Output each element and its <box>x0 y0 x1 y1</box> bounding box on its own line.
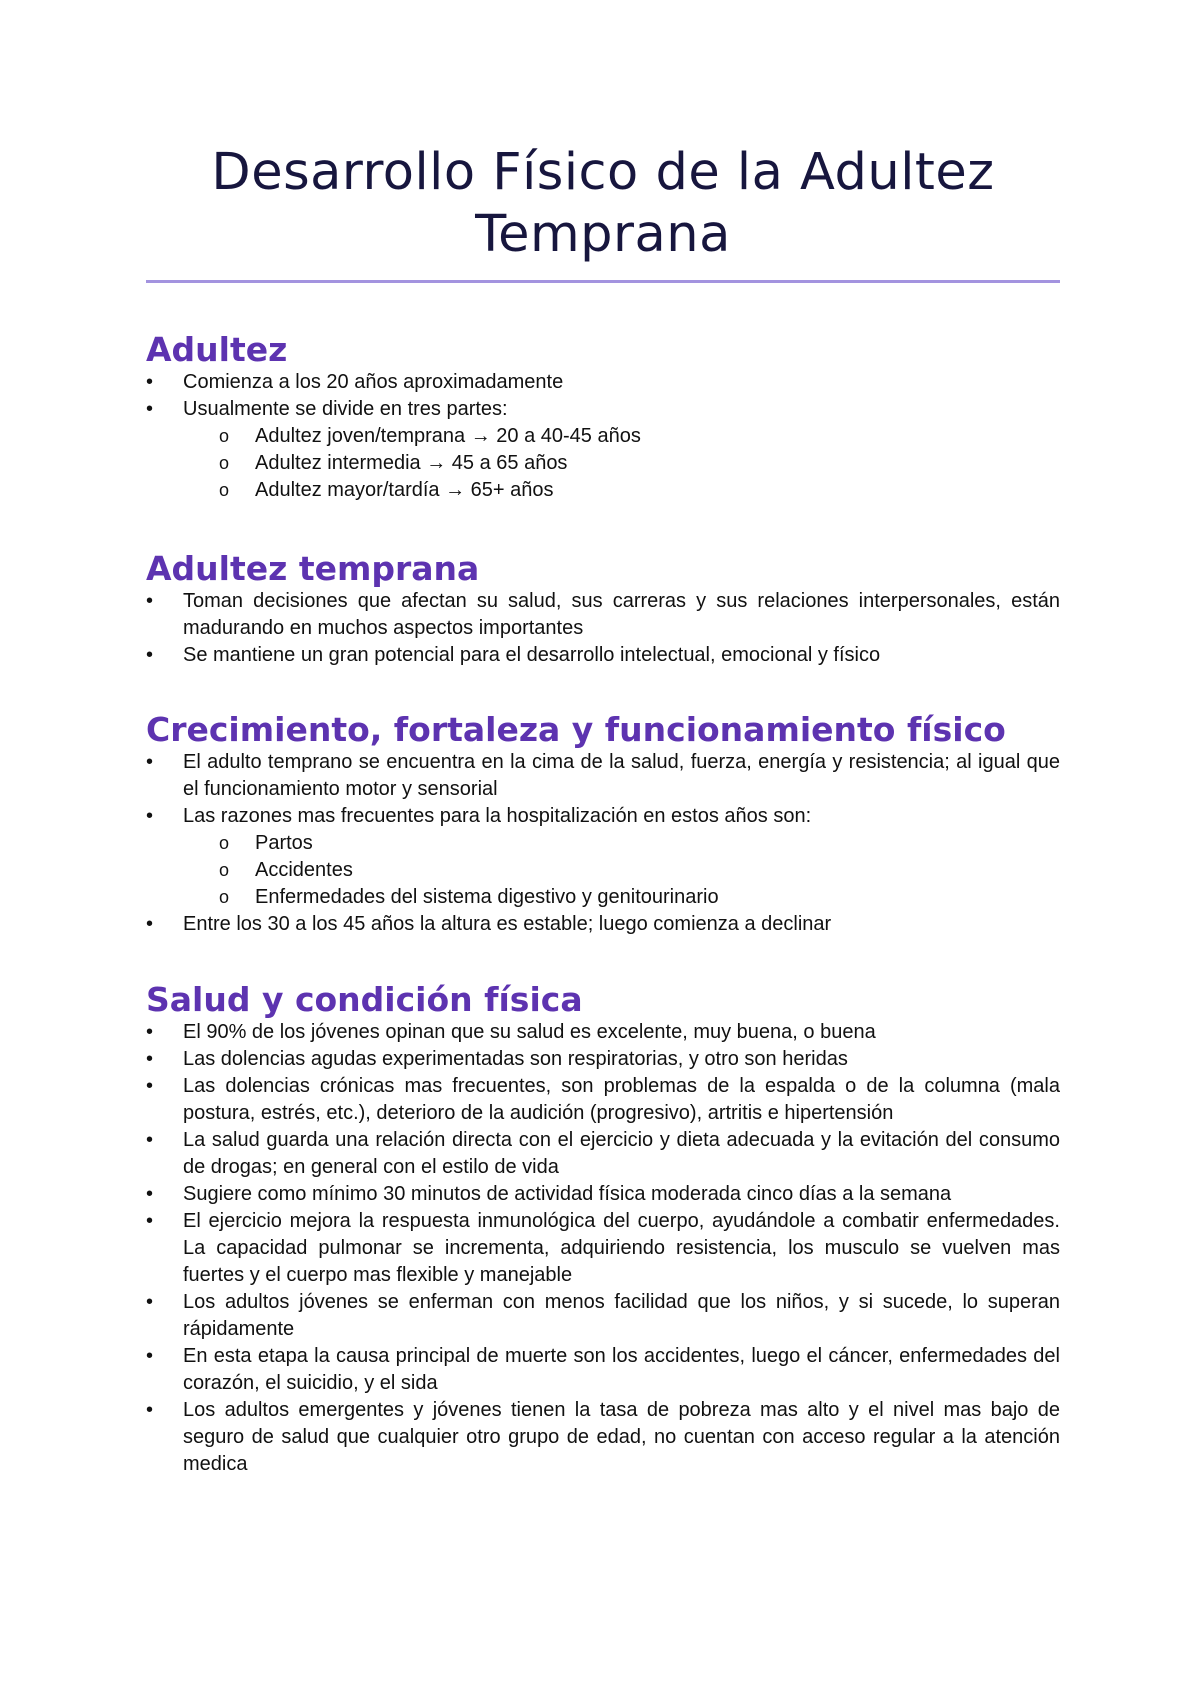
section-heading-adultez: Adultez <box>146 330 288 369</box>
bullet-item: • Las razones mas frecuentes para la hospitalización en estos años son: <box>146 803 1060 830</box>
arrow-right-icon: → <box>470 425 491 447</box>
arrow-right-icon: → <box>445 479 466 501</box>
bullet-item: • Usualmente se divide en tres partes: <box>146 396 1060 423</box>
bullet-item: • Las dolencias agudas experimentadas son respiratorias, y otro son heridas <box>146 1046 1060 1073</box>
sub-bullet-item <box>146 450 1060 477</box>
bullet-item: • La salud guarda una relación directa con el ejercicio y dieta adecuada y la evitación del consumo de drogas; en general con el estilo de vida <box>146 1127 1060 1181</box>
bullet-item: • Los adultos emergentes y jóvenes tienen la tasa de pobreza mas alto y el nivel mas bajo de seguro de salud que cualquier otro grupo de edad, no cuentan con acceso regular a la atención medica <box>146 1397 1060 1478</box>
bullet-item: • Sugiere como mínimo 30 minutos de actividad física moderada cinco días a la semana <box>146 1181 1060 1208</box>
stage-range: 65+ años <box>470 479 554 501</box>
bullet-list-crecimiento <box>146 749 1060 938</box>
bullet-item: • Las dolencias crónicas mas frecuentes, son problemas de la espalda o de la columna (mala postura, estrés, etc.), deterioro de la audición (progresivo), artritis e hipertensión <box>146 1073 1060 1127</box>
sub-bullet-item: o Accidentes <box>146 857 1060 884</box>
stage-label: Adultez joven/temprana <box>255 425 466 447</box>
stage-range: 20 a 40-45 años <box>496 425 641 447</box>
bullet-item: • El adulto temprano se encuentra en la cima de la salud, fuerza, energía y resistencia; al igual que el funcionamiento motor y sensorial <box>146 749 1060 803</box>
bullet-item: • Se mantiene un gran potencial para el desarrollo intelectual, emocional y físico <box>146 642 1060 669</box>
bullet-item: • Comienza a los 20 años aproximadamente <box>146 369 1060 396</box>
section-heading-salud: Salud y condición física <box>146 980 583 1019</box>
document-title: Desarrollo Físico de la Adultez Temprana <box>211 143 995 264</box>
sub-bullet-item <box>146 477 1060 504</box>
sub-bullet-item <box>146 423 1060 450</box>
stage-label: Adultez mayor/tardía <box>255 479 440 501</box>
arrow-right-icon: → <box>426 452 447 474</box>
bullet-list-adultez-temprana <box>146 588 1060 669</box>
bullet-item: • El ejercicio mejora la respuesta inmunológica del cuerpo, ayudándole a combatir enfermedades. La capacidad pulmonar se incrementa, adquiriendo resistencia, los musculo se vuelven mas fuertes y el cuerpo mas flexible y manejable <box>146 1208 1060 1289</box>
bullet-item: • Toman decisiones que afectan su salud, sus carreras y sus relaciones interpersonales, están madurando en muchos aspectos importantes <box>146 588 1060 642</box>
bullet-item: • El 90% de los jóvenes opinan que su salud es excelente, muy buena, o buena <box>146 1019 1060 1046</box>
section-heading-crecimiento: Crecimiento, fortaleza y funcionamiento físico <box>146 710 1006 749</box>
bullet-item: • Entre los 30 a los 45 años la altura es estable; luego comienza a declinar <box>146 911 1060 938</box>
bullet-item: • En esta etapa la causa principal de muerte son los accidentes, luego el cáncer, enfermedades del corazón, el suicidio, y el sida <box>146 1343 1060 1397</box>
stage-label: Adultez intermedia <box>255 452 421 474</box>
title-divider <box>146 280 1060 283</box>
sub-bullet-item: o Partos <box>146 830 1060 857</box>
bullet-list-adultez <box>146 369 1060 504</box>
document-content <box>146 142 1060 1478</box>
sub-bullet-item: o Enfermedades del sistema digestivo y genitourinario <box>146 884 1060 911</box>
section-heading-adultez-temprana: Adultez temprana <box>146 549 480 588</box>
bullet-list-salud <box>146 1019 1060 1478</box>
stage-range: 45 a 65 años <box>451 452 568 474</box>
bullet-item: • Los adultos jóvenes se enferman con menos facilidad que los niños, y si sucede, lo superan rápidamente <box>146 1289 1060 1343</box>
